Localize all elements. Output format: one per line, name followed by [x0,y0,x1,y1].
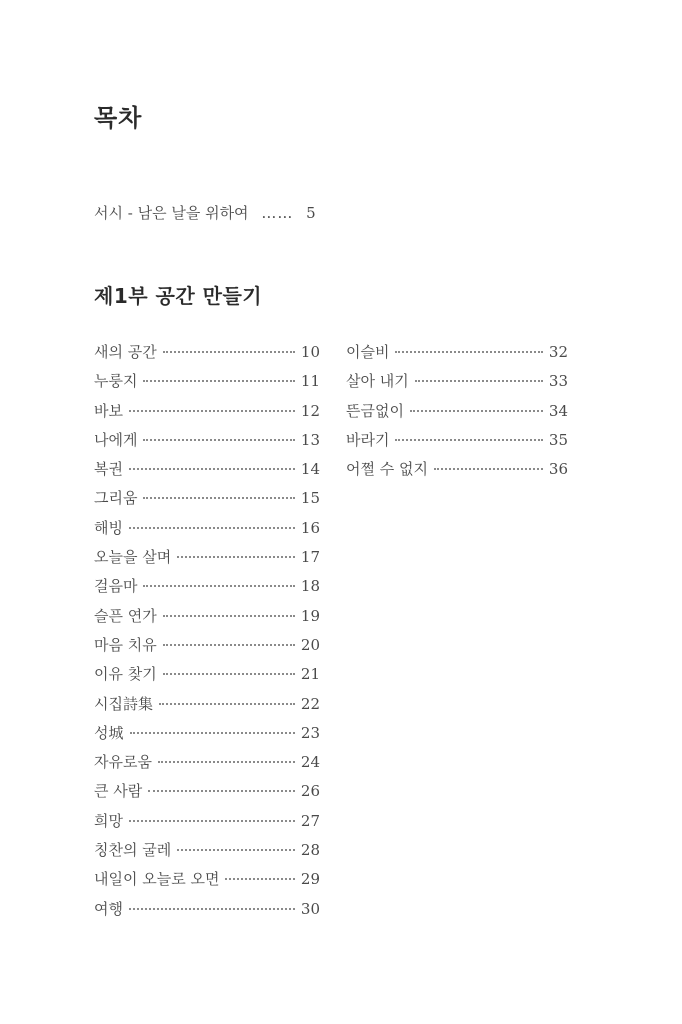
entry-title: 서시 - 남은 날을 위하여 [94,204,249,222]
dot-leader [143,585,294,587]
toc-entry[interactable] [94,574,320,603]
toc-entry[interactable] [346,369,568,398]
toc-entry[interactable] [94,897,320,926]
toc-entry[interactable] [346,428,568,457]
toc-entry[interactable] [346,340,568,369]
entry-title: 시집詩集 [94,694,153,713]
entry-page: 16 [300,518,320,537]
entry-page: 20 [300,635,320,654]
entry-title: 새의 공간 [94,343,157,361]
entry-page: 23 [300,723,320,742]
toc-entry-prologue[interactable] [94,202,316,223]
toc-entry[interactable] [94,369,320,398]
entry-page: 21 [300,665,320,684]
entry-page: 22 [300,694,320,713]
toc-entry[interactable] [94,662,320,691]
entry-title: 그리움 [94,489,138,508]
toc-entry[interactable] [94,838,320,867]
toc-entry[interactable] [94,692,320,721]
toc-entry[interactable] [346,399,568,428]
dot-leader [159,703,295,705]
toc-column-right [346,340,568,486]
entry-title: 걸음마 [94,577,138,596]
entry-page: 35 [548,430,568,449]
entry-title: 나에게 [94,430,138,449]
entry-page: 13 [300,430,320,449]
dot-leader [177,556,295,558]
dot-leader [143,497,294,499]
entry-page: 30 [300,899,320,918]
dot-leader [163,615,295,617]
toc-entry[interactable] [94,486,320,515]
dot-leader [143,380,294,382]
entry-title: 칭찬의 굴레 [94,841,172,860]
entry-page: 32 [548,343,568,361]
entry-page: 36 [548,460,568,479]
toc-entry[interactable] [346,457,568,486]
toc-entry[interactable] [94,779,320,808]
entry-page: 10 [300,343,320,361]
dot-leader [129,820,295,822]
entry-title: 이슬비 [346,343,390,361]
dot-leader [177,849,295,851]
entry-title: 살아 내기 [346,372,409,391]
toc-entry[interactable] [94,809,320,838]
toc-entry[interactable] [94,867,320,896]
part-title: 제1부 공간 만들기 [94,284,263,308]
entry-title: 희망 [94,811,123,830]
entry-title: 오늘을 살며 [94,548,172,567]
dot-leader [129,527,295,529]
entry-title: 누룽지 [94,372,138,391]
dot-leader [225,878,294,880]
dot-leader [395,351,542,353]
entry-page: 19 [300,606,320,625]
toc-entry[interactable] [94,750,320,779]
entry-page: 28 [300,841,320,860]
toc-entry[interactable] [94,604,320,633]
entry-page: 14 [300,460,320,479]
toc-entry[interactable] [94,428,320,457]
dot-leader [163,673,295,675]
dot-leader [129,410,295,412]
toc-entry[interactable] [94,457,320,486]
dot-leader [158,761,295,763]
entry-title: 이유 찾기 [94,665,157,684]
dot-leader [148,790,295,792]
entry-title: 여행 [94,899,123,918]
page-title: 목차 [94,104,143,132]
dot-leader [163,644,295,646]
entry-page: 18 [300,577,320,596]
toc-entry[interactable] [94,721,320,750]
entry-page: 33 [548,372,568,391]
dot-leader [163,351,295,353]
entry-title: 복권 [94,460,123,479]
entry-page: 26 [300,782,320,801]
entry-page: 12 [300,401,320,420]
entry-page: 34 [548,401,568,420]
entry-page: 11 [300,372,320,391]
toc-entry[interactable] [94,633,320,662]
toc-entry[interactable] [94,545,320,574]
entry-title: 바라기 [346,430,390,449]
entry-title: 큰 사람 [94,782,143,801]
dot-leader [143,439,294,441]
entry-title: 뜬금없이 [346,401,404,420]
dot-leader: …… [261,204,294,222]
dot-leader [434,468,543,470]
entry-title: 바보 [94,401,123,420]
entry-page: 17 [300,548,320,567]
entry-page: 15 [300,489,320,508]
entry-title: 슬픈 연가 [94,606,157,625]
entry-page: 27 [300,811,320,830]
toc-entry[interactable] [94,399,320,428]
entry-title: 마음 치유 [94,635,157,654]
entry-title: 자유로움 [94,753,152,772]
dot-leader [129,468,295,470]
dot-leader [130,732,295,734]
entry-title: 내일이 오늘로 오면 [94,870,220,889]
dot-leader [410,410,543,412]
dot-leader [129,908,295,910]
entry-page: 24 [300,753,320,772]
entry-title: 해빙 [94,518,123,537]
entry-page: 29 [300,870,320,889]
entry-page: 5 [306,204,316,222]
toc-entry[interactable] [94,340,320,369]
dot-leader [415,380,543,382]
toc-column-left [94,340,320,926]
toc-entry[interactable] [94,516,320,545]
dot-leader [395,439,542,441]
entry-title: 성城 [94,723,124,742]
entry-title: 어쩔 수 없지 [346,460,428,479]
